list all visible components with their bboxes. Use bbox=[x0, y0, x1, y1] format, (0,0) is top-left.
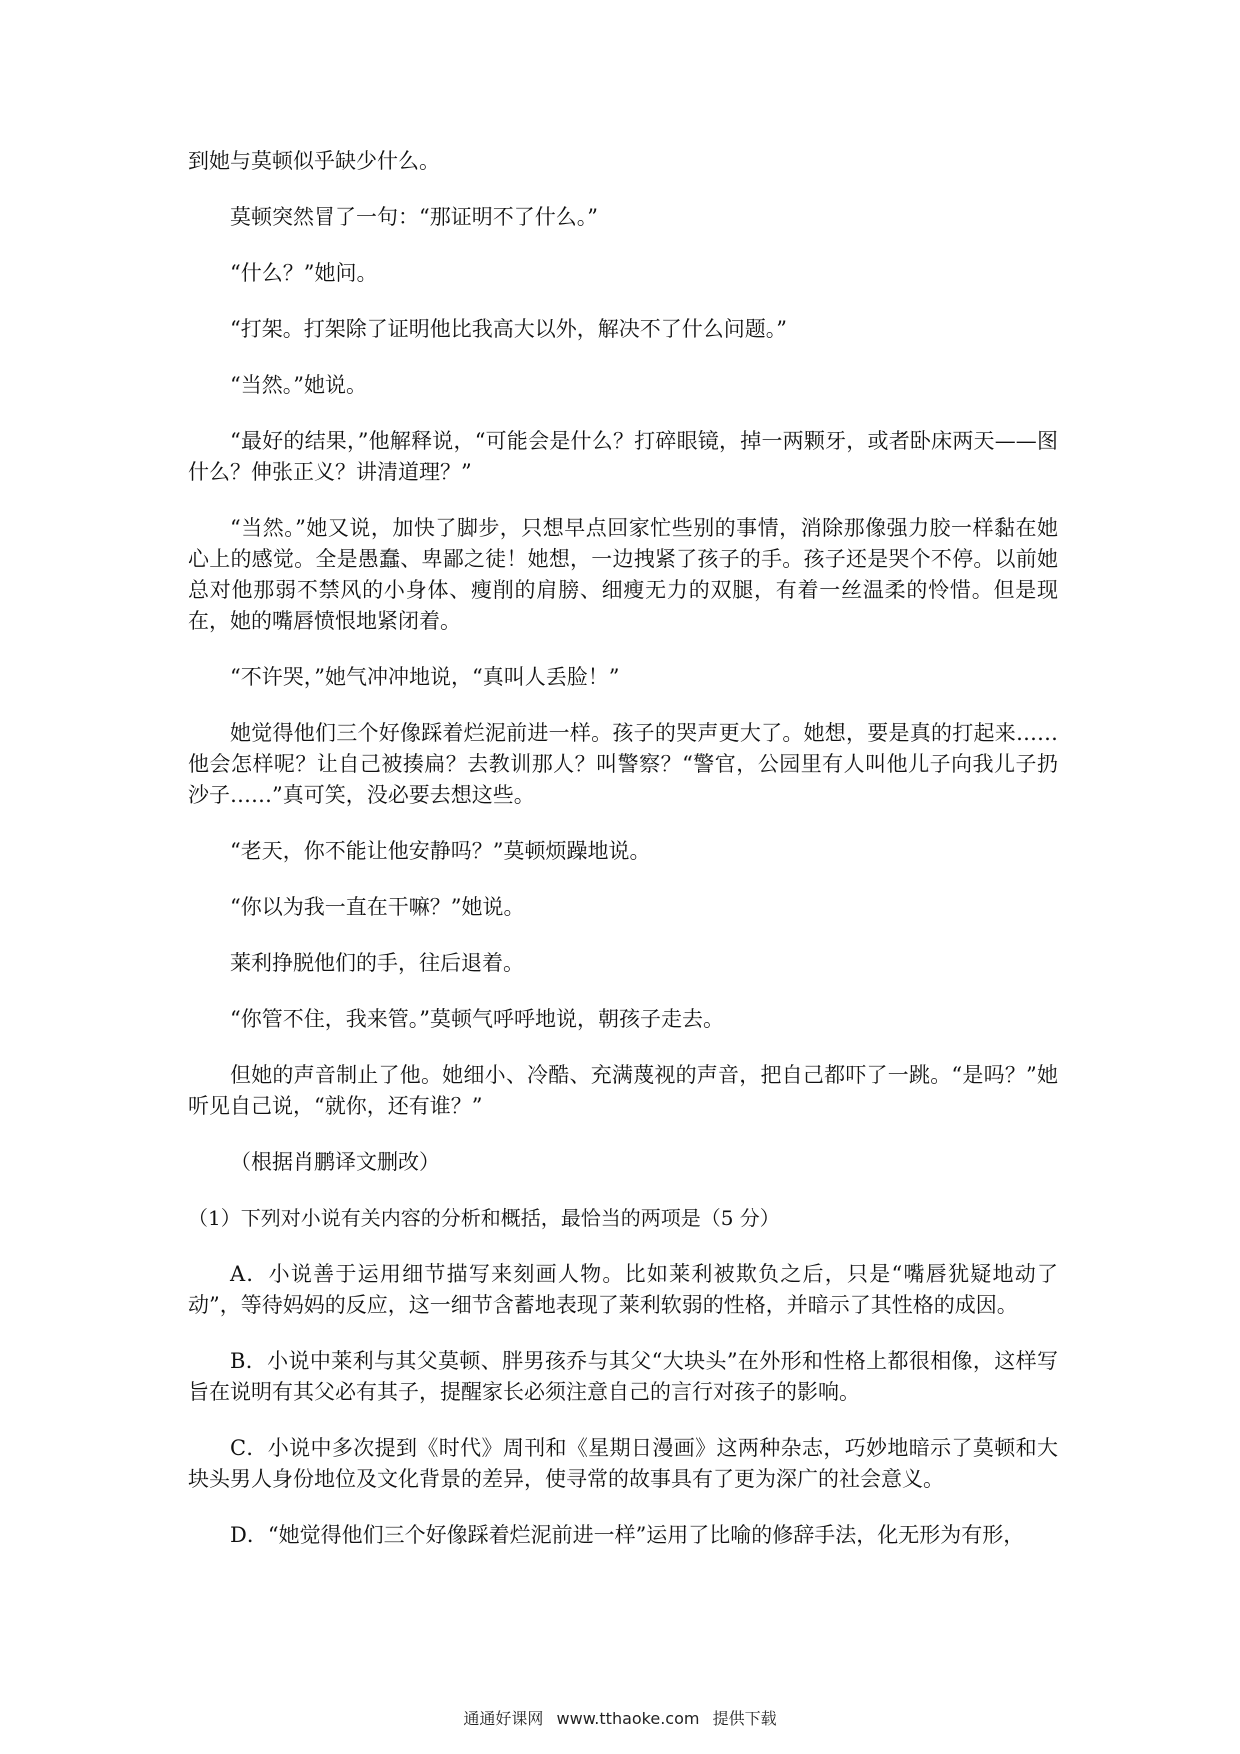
paragraph: “你以为我一直在干嘛？”她说。 bbox=[230, 895, 525, 919]
paragraph-continuation: 到她与莫顿似乎缺少什么。 bbox=[188, 149, 440, 173]
option-d: D．“她觉得他们三个好像踩着烂泥前进一样”运用了比喻的修辞手法，化无形为有形， bbox=[230, 1523, 1025, 1547]
footer-url: www.tthaoke.com bbox=[556, 1709, 700, 1728]
paragraph: “当然。”她说。 bbox=[230, 373, 367, 397]
paragraph: “你管不住，我来管。”莫顿气呼呼地说，朝孩子走去。 bbox=[230, 1007, 724, 1031]
paragraph: 莱利挣脱他们的手，往后退着。 bbox=[230, 951, 524, 975]
page-footer bbox=[0, 1706, 1240, 1729]
option-c: C．小说中多次提到《时代》周刊和《星期日漫画》这两种杂志，巧妙地暗示了莫顿和大块头男人身份地位及文化背景的差异，使寻常的故事具有了更为深广的社会意义。 bbox=[188, 1436, 1058, 1491]
footer-suffix: 提供下载 bbox=[712, 1709, 777, 1728]
paragraph: “打架。打架除了证明他比我高大以外，解决不了什么问题。” bbox=[230, 317, 787, 341]
paragraph: “什么？”她问。 bbox=[230, 261, 378, 285]
paragraph: 她觉得他们三个好像踩着烂泥前进一样。孩子的哭声更大了。她想，要是真的打起来……他会怎样呢？让自己被揍扁？去教训那人？叫警察？“警官，公园里有人叫他儿子向我儿子扔沙子……”真可笑，没必要去想这些。 bbox=[188, 721, 1058, 807]
option-b: B．小说中莱利与其父莫顿、胖男孩乔与其父“大块头”在外形和性格上都很相像，这样写旨在说明有其父必有其子，提醒家长必须注意自己的言行对孩子的影响。 bbox=[188, 1349, 1058, 1404]
paragraph: 莫顿突然冒了一句：“那证明不了什么。” bbox=[230, 205, 598, 229]
paragraph: “当然。”她又说，加快了脚步，只想早点回家忙些别的事情，消除那像强力胶一样黏在她心上的感觉。全是愚蠢、卑鄙之徒！她想，一边拽紧了孩子的手。孩子还是哭个不停。以前她总对他那弱不禁风的小身体、瘦削的肩膀、细瘦无力的双腿，有着一丝温柔的怜惜。但是现在，她的嘴唇愤恨地紧闭着。 bbox=[188, 516, 1058, 633]
paragraph: 但她的声音制止了他。她细小、冷酷、充满蔑视的声音，把自己都吓了一跳。“是吗？”她听见自己说，“就你，还有谁？” bbox=[188, 1063, 1058, 1118]
footer-site-name: 通通好课网 bbox=[463, 1709, 544, 1728]
paragraph: “最好的结果，”他解释说，“可能会是什么？打碎眼镜，掉一两颗牙，或者卧床两天——图什么？伸张正义？讲清道理？” bbox=[188, 429, 1058, 484]
paragraph: “老天，你不能让他安静吗？”莫顿烦躁地说。 bbox=[230, 839, 651, 863]
paragraph: “不许哭，”她气冲冲地说，“真叫人丢脸！” bbox=[230, 665, 620, 689]
document-body bbox=[188, 146, 1058, 1551]
source-note: （根据肖鹏译文删改） bbox=[230, 1150, 440, 1174]
question-stem: （1）下列对小说有关内容的分析和概括，最恰当的两项是（5 分） bbox=[188, 1206, 780, 1230]
option-a: A．小说善于运用细节描写来刻画人物。比如莱利被欺负之后，只是“嘴唇犹疑地动了动”，等待妈妈的反应，这一细节含蓄地表现了莱利软弱的性格，并暗示了其性格的成因。 bbox=[188, 1262, 1058, 1317]
